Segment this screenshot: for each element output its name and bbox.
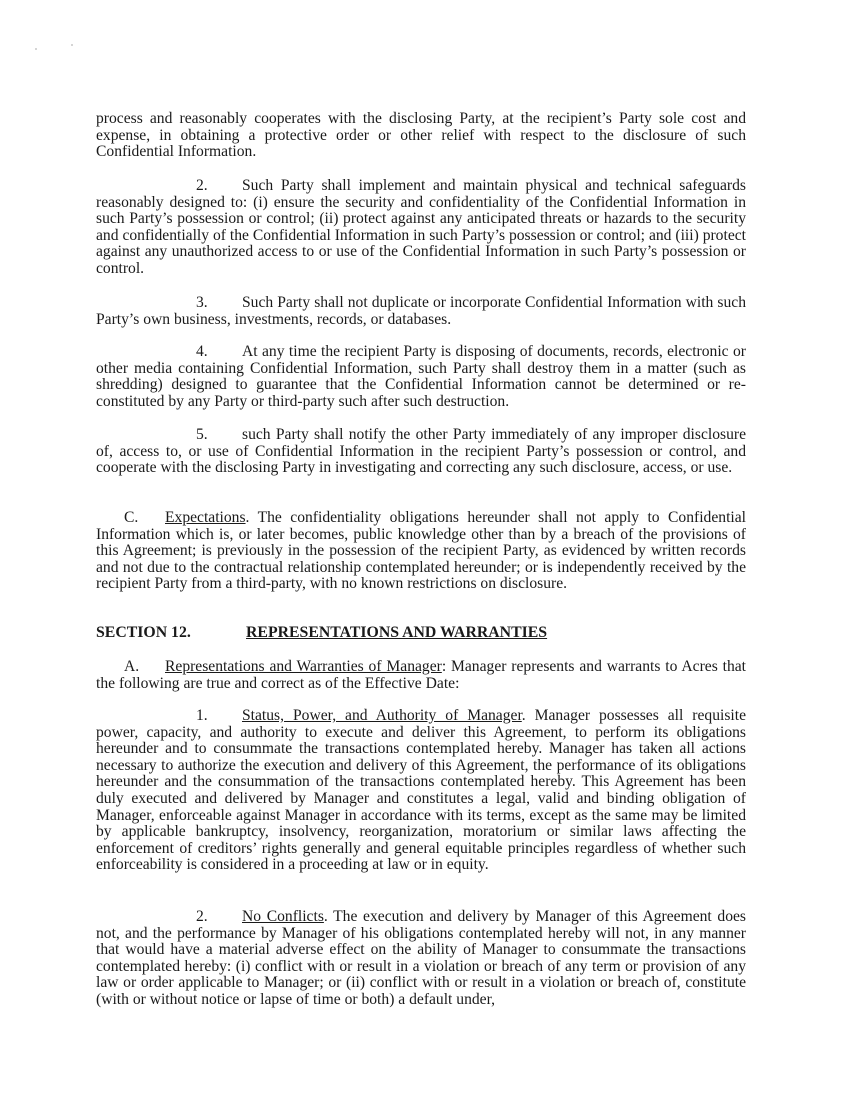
item-number: 5. [196, 426, 208, 443]
item-5-paragraph: 5. such Party shall notify the other Party immediately of any improper disclosure of, access to, or use of Confidential Information in the recipient Party’s possession or control, and cooperate with the disclosing Party in investigating and correcting any such disclosure, access, or use. [96, 426, 746, 477]
intro-paragraph: process and reasonably cooperates with the disclosing Party, at the recipient’s Party sole cost and expense, in obtaining a protective order or other relief with respect to the disclosure of such Confidential Information. [96, 110, 746, 161]
clause-title: Expectations [165, 509, 246, 526]
clause-title: Status, Power, and Authority of Manager [242, 707, 522, 724]
clause-letter: A. [124, 658, 140, 675]
section-number: SECTION 12. [96, 624, 191, 641]
scan-speck [35, 48, 37, 50]
item-number: 2. [196, 177, 208, 194]
item-3-paragraph: 3. Such Party shall not duplicate or incorporate Confidential Information with such Party’s own business, investments, records, or databases. [96, 294, 746, 328]
item-number: 2. [196, 908, 208, 925]
clause-title: Representations and Warranties of Manager [165, 658, 442, 675]
item-number: 1. [196, 707, 208, 724]
scan-speck [71, 44, 73, 46]
item-2-paragraph: 2. Such Party shall implement and maintain physical and technical safeguards reasonably designed to: (i) ensure the security and confidentiality of the Confidential Information in such Party’s possession or control; (ii) protect against any anticipated threats or hazards to the security and confidentially of the Confidential Information in such Party’s possession or control; and (iii) protect against any unauthorized access to or use of the Confidential Information in such Party’s possession or control. [96, 177, 746, 277]
clause-letter: C. [124, 509, 139, 526]
rep-a-paragraph: A. Representations and Warranties of Manager: Manager represents and warrants to Acres that the following are true and correct as of the Effective Date: [96, 658, 747, 692]
expectations-paragraph: C. Expectations. The confidentiality obligations hereunder shall not apply to Confidential Information which is, or later becomes, public knowledge other than by a breach of the provisions of this Agreement; is previously in the possession of the recipient Party, as evidenced by written records and not due to the contractual relationship contemplated hereunder; or is independently received by the recipient Party from a third-party, with no known restrictions on disclosure. [96, 509, 746, 593]
item-4-paragraph: 4. At any time the recipient Party is disposing of documents, records, electronic or other media containing Confidential Information, such Party shall destroy them in a matter (such as shredding) designed to guarantee that the Confidential Information cannot be determined or re-constituted by any Party or third-party such after such destruction. [96, 343, 746, 410]
section-title: REPRESENTATIONS AND WARRANTIES [246, 624, 548, 641]
item-number: 3. [196, 294, 208, 311]
rep-2-paragraph: 2. No Conflicts. The execution and delivery by Manager of this Agreement does not, and the performance by Manager of his obligations contemplated hereby will not, in any manner that would have a material adverse effect on the ability of Manager to consummate the transactions contemplated hereby: (i) conflict with or result in a violation or breach of any term or provision of any law or order applicable to Manager; or (ii) conflict with or result in a violation or breach of, constitute (with or without notice or lapse of time or both) a default under, [96, 908, 746, 1008]
rep-1-paragraph: 1. Status, Power, and Authority of Manager. Manager possesses all requisite power, capacity, and authority to execute and deliver this Agreement, to perform its obligations hereunder and to consummate the transactions contemplated hereby. Manager has taken all actions necessary to authorize the execution and delivery of this Agreement, the performance of its obligations hereunder and the consummation of the transactions contemplated hereby. This Agreement has been duly executed and delivered by Manager and constitutes a legal, valid and binding obligation of Manager, enforceable against Manager in accordance with its terms, except as the same may be limited by applicable bankruptcy, insolvency, reorganization, moratorium or similar laws affecting the enforcement of creditors’ rights generally and general equitable principles regardless of whether such enforceability is considered in a proceeding at law or in equity. [96, 707, 746, 874]
item-number: 4. [196, 343, 208, 360]
clause-title: No Conflicts [242, 908, 324, 925]
